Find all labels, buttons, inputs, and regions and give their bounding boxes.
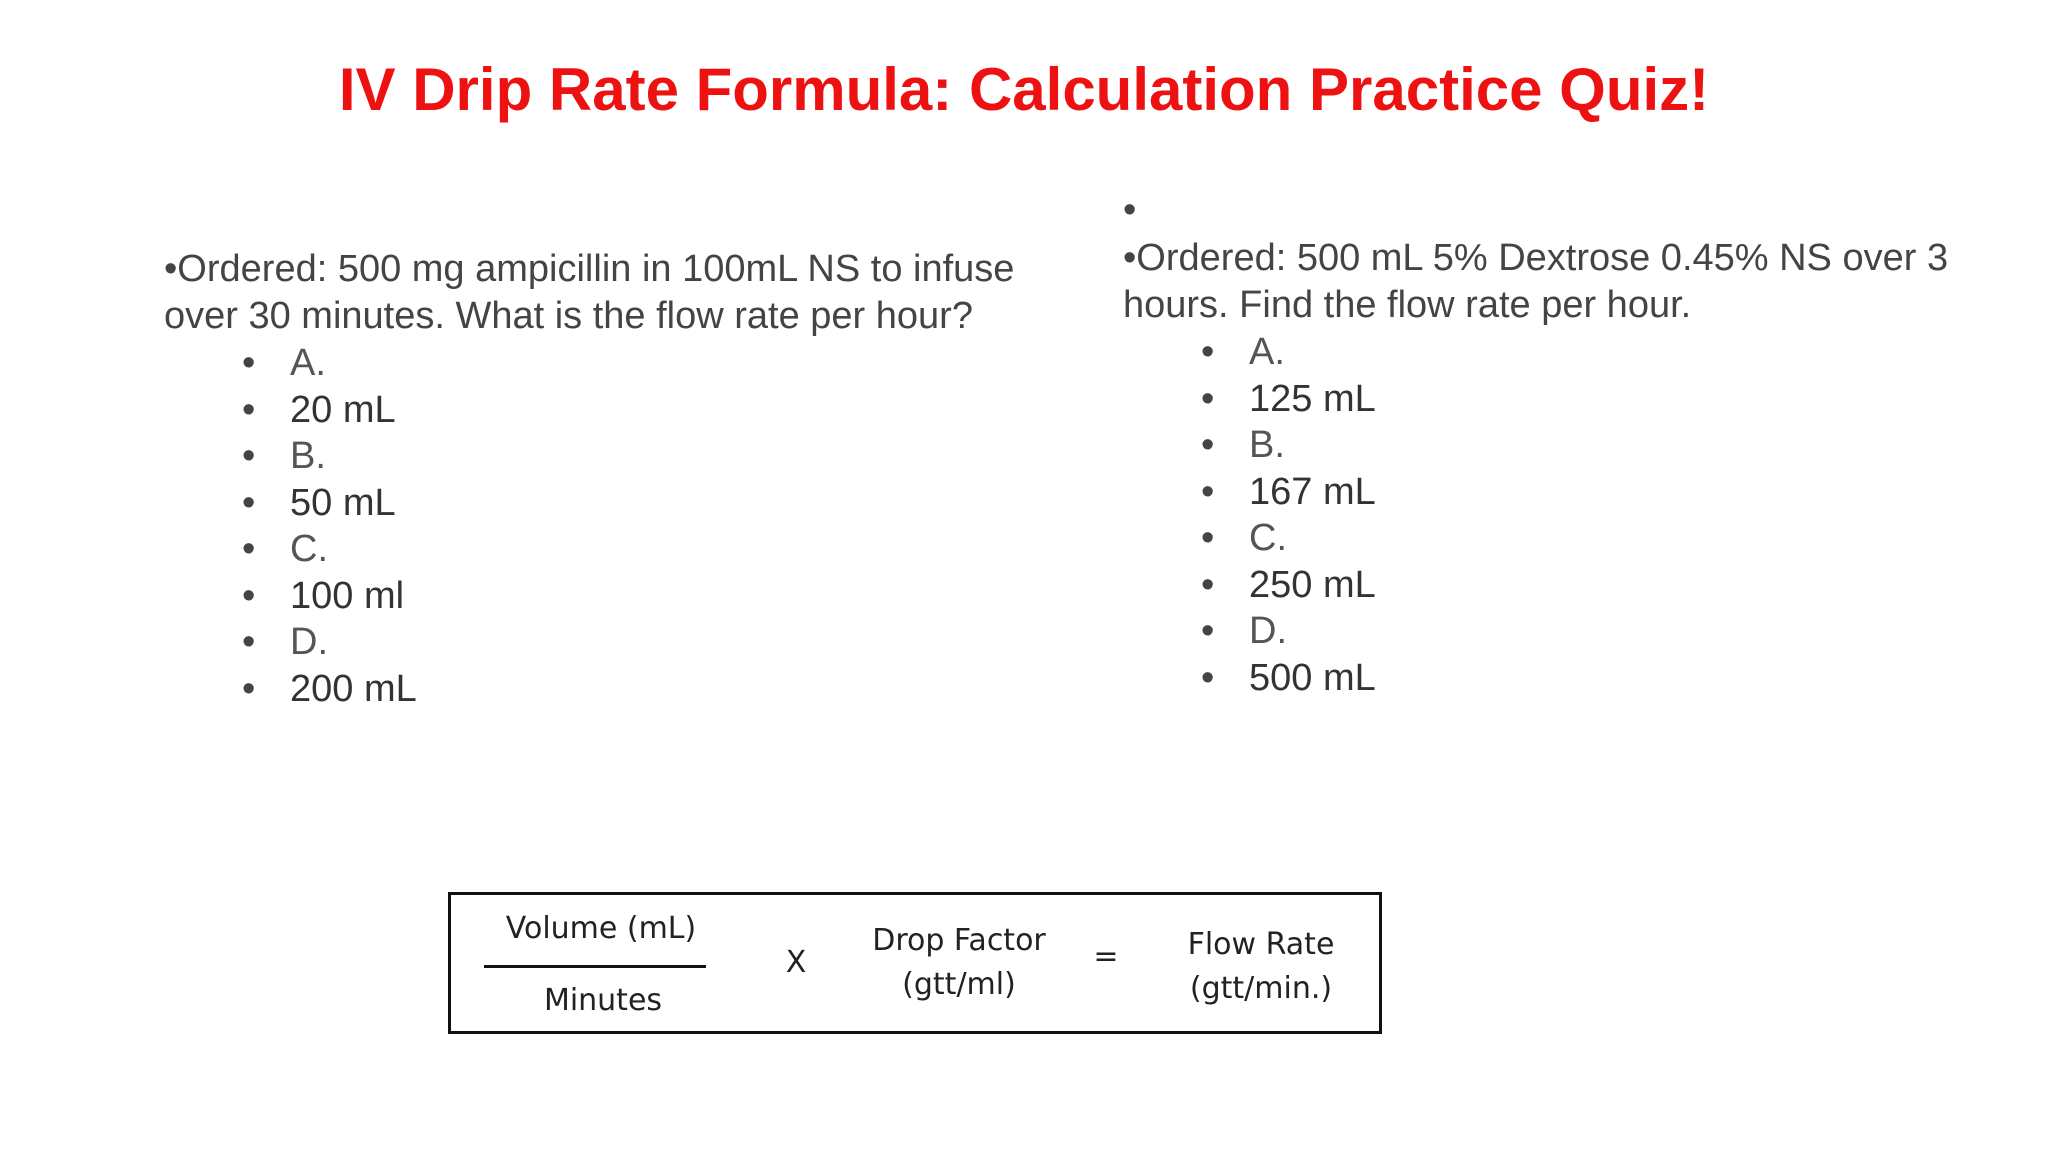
option-value: • 20 mL — [242, 387, 1064, 434]
question-1-options — [164, 340, 1064, 712]
option-value: • 250 mL — [1201, 562, 2023, 609]
option-value: • 100 ml — [242, 573, 1064, 620]
formula-denominator: Minutes — [543, 983, 663, 1018]
option-value: • 200 mL — [242, 666, 1064, 713]
flow-rate-unit: (gtt/min.) — [1189, 971, 1333, 1006]
option-label: • A. — [1201, 329, 2023, 376]
flow-rate-label: Flow Rate — [1187, 927, 1335, 962]
flow-rate — [1151, 923, 1371, 1011]
option-value: • 167 mL — [1201, 469, 2023, 516]
option-label: • D. — [242, 619, 1064, 666]
fraction-bar — [484, 965, 706, 968]
option-label: • C. — [1201, 515, 2023, 562]
option-label: • D. — [1201, 608, 2023, 655]
option-value: • 50 mL — [242, 480, 1064, 527]
option-value: • 500 mL — [1201, 655, 2023, 702]
stray-bullet: • — [1123, 189, 1137, 231]
equals-sign: = — [1093, 939, 1119, 974]
question-2-text: •Ordered: 500 mL 5% Dextrose 0.45% NS over 3 hours. Find the flow rate per hour. — [1123, 237, 1949, 326]
drop-factor-unit: (gtt/ml) — [902, 967, 1016, 1002]
option-label: • C. — [242, 526, 1064, 573]
option-label: • A. — [242, 340, 1064, 387]
option-label: • B. — [242, 433, 1064, 480]
question-2-options — [1123, 329, 2023, 701]
option-value: • 125 mL — [1201, 376, 2023, 423]
drop-factor — [844, 919, 1074, 1007]
question-2 — [1123, 189, 2023, 701]
drop-factor-label: Drop Factor — [872, 923, 1046, 958]
multiply-sign: X — [785, 945, 807, 980]
formula-numerator: Volume (mL) — [505, 911, 697, 946]
option-label: • B. — [1201, 422, 2023, 469]
drip-rate-formula-box — [448, 892, 1382, 1034]
page-title: IV Drip Rate Formula: Calculation Practice Quiz! — [338, 56, 1710, 123]
question-1 — [164, 246, 1064, 712]
question-1-text: •Ordered: 500 mg ampicillin in 100mL NS to infuse over 30 minutes. What is the flow rate per hour? — [164, 248, 1015, 337]
